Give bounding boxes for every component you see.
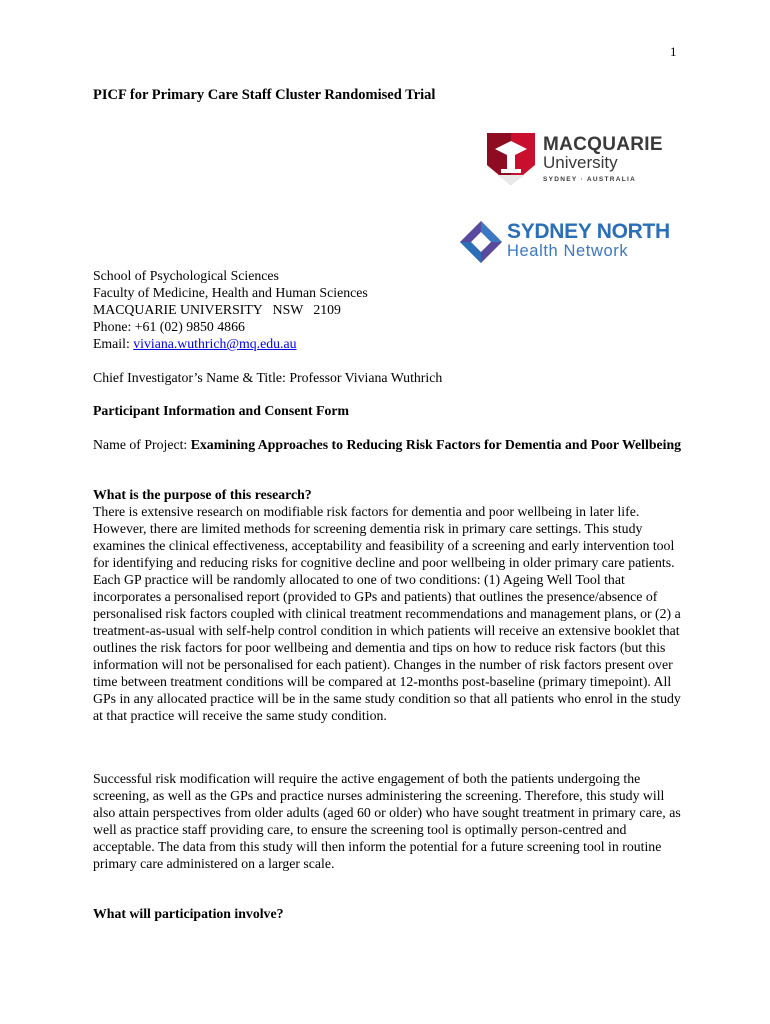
macquarie-university-logo: [487, 133, 667, 188]
address-phone: Phone: +61 (02) 9850 4866: [93, 319, 245, 334]
address-line-university: MACQUARIE UNIVERSITY NSW 2109: [93, 302, 341, 317]
contact-address-block: [93, 267, 683, 352]
purpose-heading: What is the purpose of this research?: [93, 487, 312, 502]
form-title: Participant Information and Consent Form: [93, 403, 350, 418]
address-line-faculty: Faculty of Medicine, Health and Human Sciences: [93, 285, 368, 300]
macquarie-logo-tagline: SYDNEY · AUSTRALIA: [543, 176, 637, 183]
project-label: Name of Project:: [93, 437, 191, 452]
purpose-paragraph-1: There is extensive research on modifiable risk factors for dementia and poor wellbeing in later life. However, there are limited methods for screening dementia risk in primary care settings. This study examines the clinical effectiveness, acceptability and feasibility of a screening and early intervention tool for identifying and reducing risks for cognitive decline and poor wellbeing in older primary care patients. Each GP practice will be randomly allocated to one of two conditions: (1) Ageing Well Tool that incorporates a personalised report (provided to GPs and patients) that outlines the presence/absence of personalised risk factors coupled with clinical treatment recommendations and management plans, or (2) a treatment-as-usual with self-help control condition in which patients will receive an extensive booklet that outlines the risk factors for poor wellbeing and dementia and tips on how to reduce risk factors (but this information will not be personalised for each patient). Changes in the number of risk factors present over time between treatment conditions will be compared at 12-months post-baseline (primary timepoint). All GPs in any allocated practice will be in the same study condition so that all patients who enrol in the study at that practice will receive the same study condition.: [93, 504, 681, 723]
macquarie-shield-icon: [487, 133, 535, 185]
sydney-north-health-network-logo: [458, 218, 673, 268]
purpose-paragraph-2: Successful risk modification will require the active engagement of both the patients undergoing the screening, as well as the GPs and practice nurses administering the screening. Therefore, this study will also attain perspectives from older adults (aged 60 or older) who have sought treatment in primary care, as well as practice staff providing care, to ensure the screening tool is optimally person-centred and acceptable. The data from this study will then inform the potential for a future screening tool in routine primary care administered on a larger scale.: [93, 771, 681, 871]
email-link[interactable]: viviana.wuthrich@mq.edu.au: [133, 336, 297, 351]
sydney-north-logo-sub: Health Network: [507, 242, 629, 260]
sydney-north-diamond-icon: [458, 219, 504, 265]
address-email-line: [93, 335, 683, 352]
project-name-block: [93, 436, 683, 453]
purpose-section: [93, 486, 683, 724]
sydney-north-logo-name: SYDNEY NORTH: [507, 220, 670, 243]
email-label: Email:: [93, 336, 134, 351]
participation-heading: What will participation involve?: [93, 906, 284, 921]
project-name: Examining Approaches to Reducing Risk Factors for Dementia and Poor Wellbeing: [190, 437, 682, 452]
chief-investigator: Chief Investigator’s Name & Title: Professor Viviana Wuthrich: [93, 370, 443, 385]
document-title: PICF for Primary Care Staff Cluster Randomised Trial: [93, 87, 436, 103]
page-number: 1: [670, 44, 677, 59]
macquarie-logo-name: MACQUARIE: [543, 134, 663, 155]
macquarie-logo-sub: University: [543, 153, 618, 172]
address-line-school: School of Psychological Sciences: [93, 268, 279, 283]
